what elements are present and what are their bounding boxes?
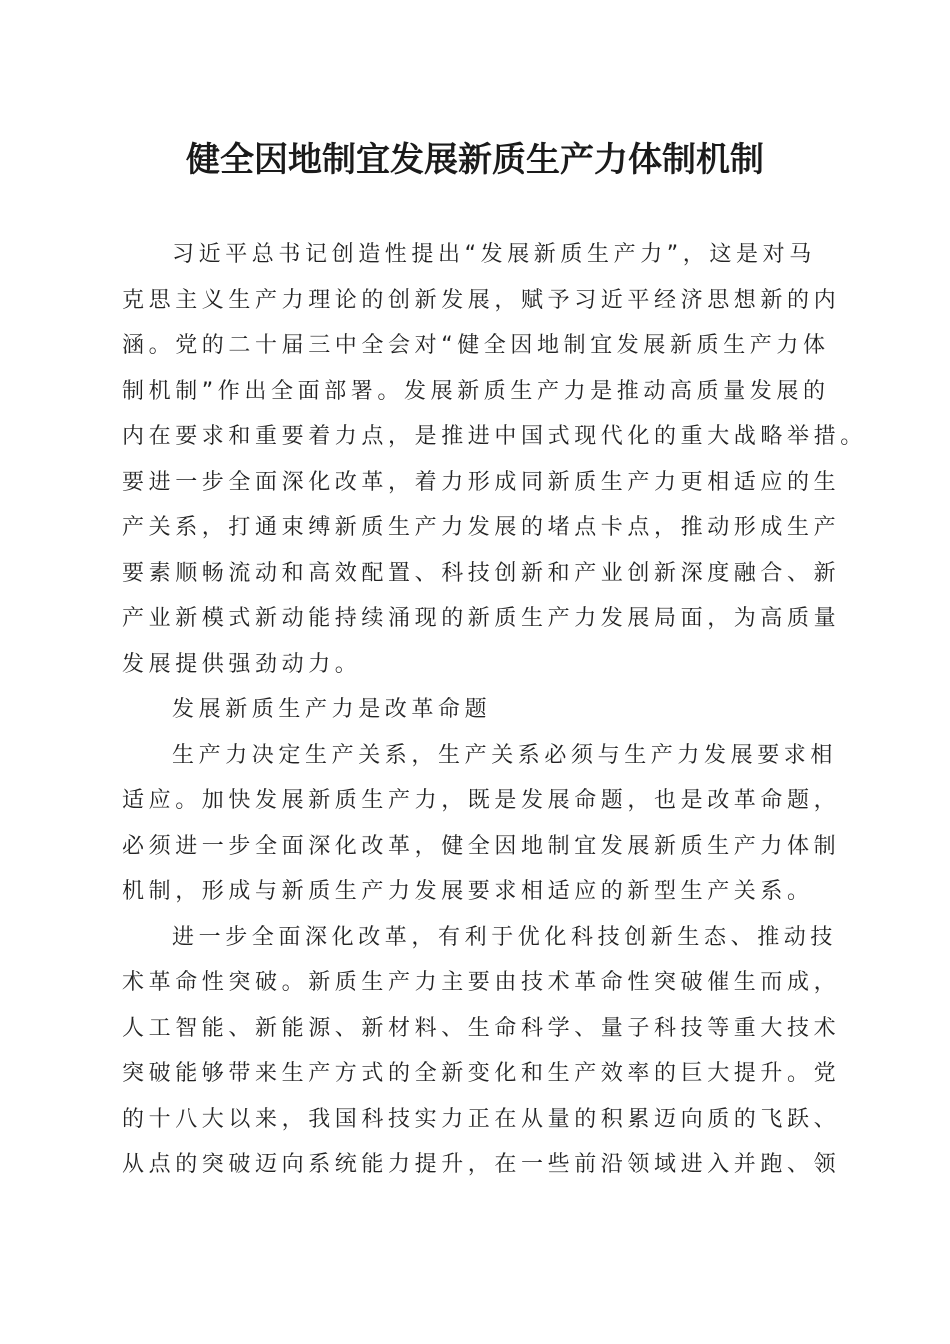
paragraph-line: 产业新模式新动能持续涌现的新质生产力发展局面，为高质量 [122,606,841,631]
paragraph-line: 生产力决定生产关系，生产关系必须与生产力发展要求相 [172,742,838,768]
page-title: 健全因地制宜发展新质生产力体制机制 [186,140,764,180]
paragraph-line: 适应。加快发展新质生产力，既是发展命题，也是改革命题， [122,788,841,813]
paragraph-line: 要进一步全面深化改革，着力形成同新质生产力更相适应的生 [122,469,841,495]
section-heading: 发展新质生产力是改革命题 [172,697,492,722]
paragraph-line: 产关系，打通束缚新质生产力发展的堵点卡点，推动形成生产 [122,515,841,540]
document-body [122,232,867,1188]
paragraph-line: 克思主义生产力理论的创新发展，赋予习近平经济思想新的内 [122,287,841,313]
paragraph-line: 习近平总书记创造性提出“发展新质生产力”，这是对马 [172,242,816,267]
paragraph-line: 的十八大以来，我国科技实力正在从量的积累迈向质的飞跃、 [122,1106,841,1132]
paragraph-line: 突破能够带来生产方式的全新变化和生产效率的巨大提升。党 [122,1061,841,1086]
paragraph-line: 发展提供强劲动力。 [122,651,362,677]
paragraph-line: 涵。党的二十届三中全会对“健全因地制宜发展新质生产力体 [122,333,830,358]
paragraph-line: 内在要求和重要着力点，是推进中国式现代化的重大战略举措。 [122,424,867,449]
paragraph-line: 机制，形成与新质生产力发展要求相适应的新型生产关系。 [122,879,814,904]
paragraph-line: 必须进一步全面深化改革，健全因地制宜发展新质生产力体制 [122,833,841,859]
paragraph-line: 制机制”作出全面部署。发展新质生产力是推动高质量发展的 [122,378,830,404]
paragraph-line: 进一步全面深化改革，有利于优化科技创新生态、推动技 [172,924,838,950]
paragraph-line: 要素顺畅流动和高效配置、科技创新和产业创新深度融合、新 [122,560,841,586]
paragraph-line: 从点的突破迈向系统能力提升，在一些前沿领域进入并跑、领 [122,1152,841,1177]
paragraph-line: 人工智能、新能源、新材料、生命科学、量子科技等重大技术 [122,1015,841,1041]
paragraph-line: 术革命性突破。新质生产力主要由技术革命性突破催生而成， [122,970,841,995]
